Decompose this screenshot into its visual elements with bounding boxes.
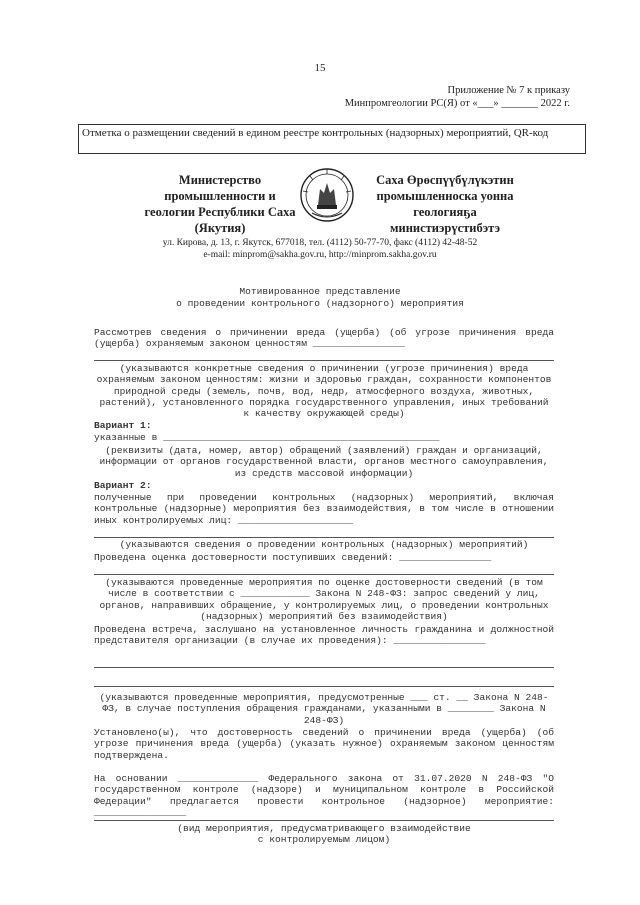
final-note (94, 823, 554, 846)
email-line: e-mail: minprom@sakha.gov.ru, http://minprom.sakha.gov.ru (203, 250, 437, 260)
underline (94, 574, 554, 575)
underline (94, 686, 554, 687)
title-line-1: Мотивированное представление (239, 286, 401, 297)
contact-info (0, 237, 640, 261)
variant-1-note: (реквизиты (дата, номер, автор) обращений (заявлений) граждан и организаций, информации от органов государственной власти, органов местного самоуправления, из средств массовой информации) (99, 445, 549, 479)
variant-2-label: Вариант 2: (94, 480, 152, 491)
evaluation-note: (указываются проведенные мероприятия по оценке достоверности сведений (в том числе в соответствии с ____________ Закона N 248-ФЗ: запрос сведений у лиц, органов, направивших обращение, у контролируемых лиц, о проведении контрольных (надзорных) мероприятий без взаимодействия) (99, 577, 549, 622)
page-number: 15 (314, 62, 326, 74)
note-harm-details: (указываются конкретные сведения о причинении (угрозе причинения) вреда охраняемым законом ценностям: жизни и здоровью граждан, сохранности компонентов природной среды (земель, почв, вод, недр, атмосферного воздуха, животных, растений), установленного порядка государственного управления, иных требований к качеству окружающей среды) (96, 363, 552, 420)
document-title (0, 286, 640, 310)
evaluation-text: Проведена оценка достоверности поступивших сведений: ________________ (94, 552, 492, 563)
annex-reference (345, 84, 570, 110)
variant-2-text: полученные при проведении контрольных (надзорных) мероприятий, включая контрольные (надзорные) мероприятия без взаимодействия, в том числе в отношении иных контролируемых лиц: ____________________ (94, 492, 554, 526)
paragraph-considered: Рассмотрев сведения о причинении вреда (ущерба) (об угрозе причинения вреда (ущерба) охраняемым законом ценностям ________________ (94, 327, 554, 350)
annex-line-1: Приложение № 7 к приказу (447, 85, 570, 96)
ministry-name-ru: Министерство промышленности и геологии Республики Саха (Якутия) (144, 173, 296, 235)
measures-note: (указываются проведенные мероприятия, предусмотренные ___ ст. __ Закона N 248-ФЗ, в случае поступления обращения гражданами, указанными в ________ Закона N 248-ФЗ) (99, 692, 549, 726)
basis-text: На основании ______________ Федерального закона от 31.07.2020 N 248-ФЗ "О государственном контроле (надзоре) и муниципальном контроле в Российской Федерации" предлагается провести контрольное (надзорное) мероприятие: ________________ (94, 773, 554, 818)
variant-1-label: Вариант 1: (94, 420, 152, 431)
variant-1-text: указанные в ________________________________________________ (94, 432, 440, 443)
ministry-name-sakha: Саха Өрөспүүбүлүкэтин промышленноска уонна геологияҕа министиэрүстибэтэ (376, 173, 514, 235)
registry-mark-box: Отметка о размещении сведений в едином реестре контрольных (надзорных) мероприятий, QR-код (78, 124, 586, 154)
address-line: ул. Кирова, д. 13, г. Якутск, 677018, тел. (4112) 50-77-70, факс (4112) 42-48-52 (162, 238, 478, 248)
coat-of-arms-emblem (298, 165, 356, 225)
underline (94, 820, 554, 821)
established-text: Установлено(ы), что достоверность сведений о причинении вреда (ущерба) (об угрозе причинения вреда (ущерба) (указать нужное) охраняемым законом ценностям подтверждена. (94, 727, 554, 761)
underline (94, 360, 554, 361)
final-note-line-1: (вид мероприятия, предусматривающего взаимодействие (177, 823, 471, 834)
meeting-text: Проведена встреча, заслушано на установленное личность гражданина и должностной представителя организации (в случае их проведения): ________________ (94, 624, 554, 647)
final-note-line-2: с контролируемым лицом) (257, 834, 391, 846)
underline (94, 537, 554, 538)
variant-2-note: (указываются сведения о проведении контрольных (надзорных) мероприятий) (119, 539, 529, 550)
annex-line-2: Минпромгеологии РС(Я) от «___» _______ 2022 г. (344, 98, 570, 109)
underline (94, 667, 554, 668)
title-line-2: о проведении контрольного (надзорного) мероприятия (176, 298, 464, 309)
